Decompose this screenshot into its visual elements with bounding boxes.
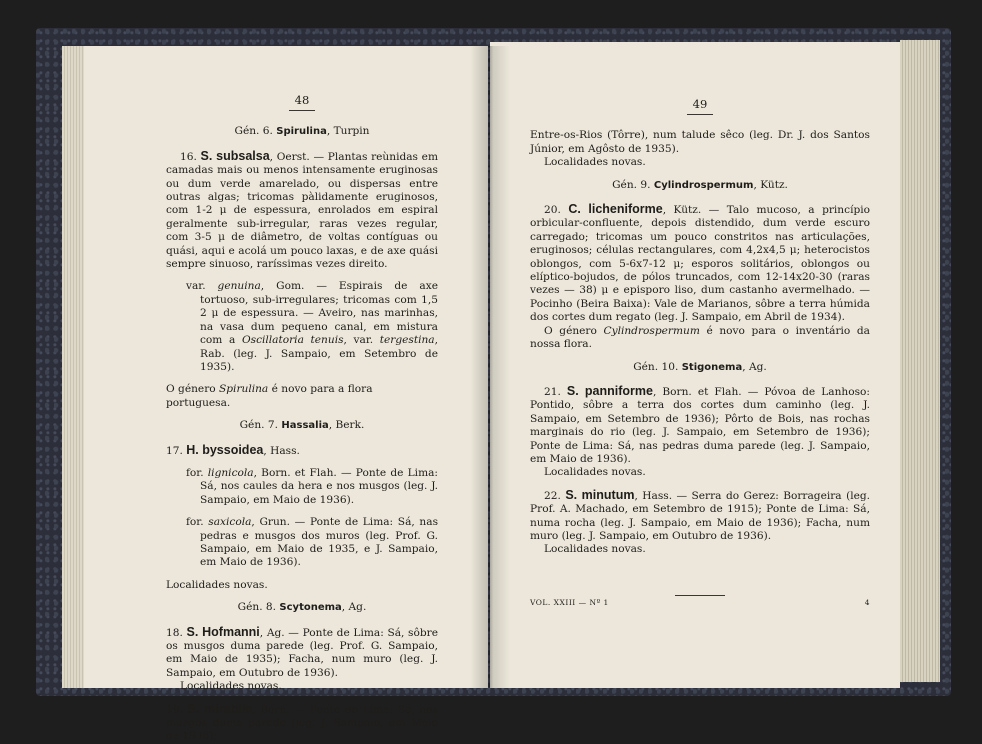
species-name: H. byssoidea: [186, 442, 264, 457]
left-page-edges: [62, 46, 84, 688]
right-page: [490, 42, 900, 688]
localidades-novas: Localidades novas.: [544, 543, 646, 556]
genus-heading-7: Gén. 7. Hassalia, Berk.: [239, 419, 365, 432]
species-entry-18: 18. S. Hofmanni, Ag. — Ponte de Lima: Sá, sôbre os musgos duma parede (leg. Prof. G. Sampaio, em Maio de 1935); Facha, num muro (leg. J. Sampaio, em Outubro de 1936).: [166, 624, 438, 679]
species-name: S. minutum: [565, 487, 635, 502]
page-number-left: 48: [294, 93, 310, 107]
localidades-novas: Localidades novas.: [166, 578, 268, 591]
species-name: S. subsalsa: [200, 148, 270, 163]
genus-heading-9: Gén. 9. Cylindrospermum, Kütz.: [612, 178, 788, 191]
form-lignicola: for. lignicola, Born. et Flah. — Ponte de Lima: Sá, nos caules da hera e nos musgos (leg. J. Sampaio, em Maio de 1936).: [186, 466, 438, 506]
species-name: C. licheniforme: [568, 202, 663, 217]
species-entry-20: 20. C. licheniforme, Kütz. — Talo mucoso, a princípio orbicular-confluente, depois distendido, dum verde escuro carregado; tricomas um pouco constritos nas articulações, eruginosos; células rectangulares, com 4,2x4,5 μ; heterocistos oblongos, com 5-6x7-12 μ; esporos solitários, oblongos ou elíptico-bojudos, de pólos truncados, com 12-14x20-30 (raras vezes — 38) μ e episporo liso, dum castanho avermelhado. — Pocinho (Beira Baixa): Vale de Marianos, sôbre a terra húmida dos cortes dum regato (leg. J. Sampaio, em Abril de 1934).: [530, 202, 870, 324]
signature-mark: 4: [864, 598, 870, 607]
page-number-rule: [687, 114, 713, 115]
form-saxicola: for. saxicola, Grun. — Ponte de Lima: Sá, nas pedras e musgos dos muros (leg. Prof. G. Sampaio, em Maio de 1935, e J. Sampaio, em Maio de 1936).: [186, 516, 438, 569]
page-number-rule: [289, 110, 315, 111]
variety-genuina: var. genuina, Gom. — Espirais de axe tortuoso, sub-irregulares; tricomas com 1,5 2 μ de espessura. — Aveiro, nas marinhas, na vasa dum pequeno canal, em mistura com a Oscillatoria tenuis, var. tergestina, Rab. (leg. J. Sampaio, em Setembro de 1935).: [186, 280, 438, 373]
species-name: S. Hofmanni: [186, 624, 260, 639]
localidades-novas: Localidades novas.: [180, 680, 282, 693]
page-number-right: 49: [692, 97, 708, 111]
species-entry-16: 16. S. subsalsa, Oerst. — Plantas reùnidas em camadas mais ou menos intensamente eruginosas ou dum verde amarelado, ou dispersas entre outras algas; tricomas pàlidamente eruginosos, com 1-2 μ de espessura, enrolados em espiral geralmente sub-irregular, raras vezes regular, com 3-5 μ de diâmetro, de voltas contíguas ou quási, aqui e acolá um pouco laxas, e de axe quási sempre sinuoso, raríssimas vezes direito.: [166, 148, 438, 271]
note-spirulina: O género Spirulina é novo para a flora portuguesa.: [166, 383, 373, 409]
species-name: S. mirabile: [187, 701, 253, 716]
species-name: S. panniforme: [566, 383, 653, 398]
species-entry-22: 22. S. minutum, Hass. — Serra do Gerez: Borrageira (leg. Prof. A. Machado, em Setembro de 1915); Ponte de Lima: Sá, numa rocha (leg. J. Sampaio, em Maio de 1936); Facha, num muro (leg. J. Sampaio, em Outubro de 1936).: [530, 487, 871, 542]
continued-entry: Entre-os-Rios (Tôrre), num talude sêco (leg. Dr. J. dos Santos Júnior, em Agôsto de 1935).: [530, 129, 870, 155]
note-cylindrospermum: O género Cylindrospermum é novo para o inventário da nossa flora.: [530, 324, 870, 351]
left-page: [84, 46, 488, 743]
page-footer: [530, 596, 870, 609]
localidades-novas: Localidades novas.: [544, 466, 646, 479]
genus-heading-6: Gén. 6. Spirulina, Turpin: [234, 125, 370, 138]
genus-heading-8: Gén. 8. Scytonema, Ag.: [237, 601, 367, 614]
species-entry-21: 21. S. panniforme, Born. et Flah. — Póvoa de Lanhoso: Pontido, sôbre a terra dos cortes dum caminho (leg. J. Sampaio, em Setembro de 1936); Pôrto de Bois, nas rochas marginais do rio (leg. J. Sampaio, em Setembro de 1936); Ponte de Lima: Sá, nas pedras duma parede (leg. J. Sampaio, em Maio de 1936).: [530, 383, 871, 465]
localidades-novas: Localidades novas.: [544, 156, 646, 169]
right-page-edges: [900, 40, 940, 682]
genus-heading-10: Gén. 10. Stigonema, Ag.: [633, 360, 767, 373]
species-entry-19: 19. S. mirabile, Born. — Ponte de Lima: Sá, nos musgos duma parede (leg. J. Sampaio, em Maio de 1936);: [166, 701, 438, 743]
species-entry-17: 17. H. byssoidea, Hass.: [166, 442, 300, 457]
volume-label: VOL. XXIII — Nº 1: [530, 598, 609, 607]
